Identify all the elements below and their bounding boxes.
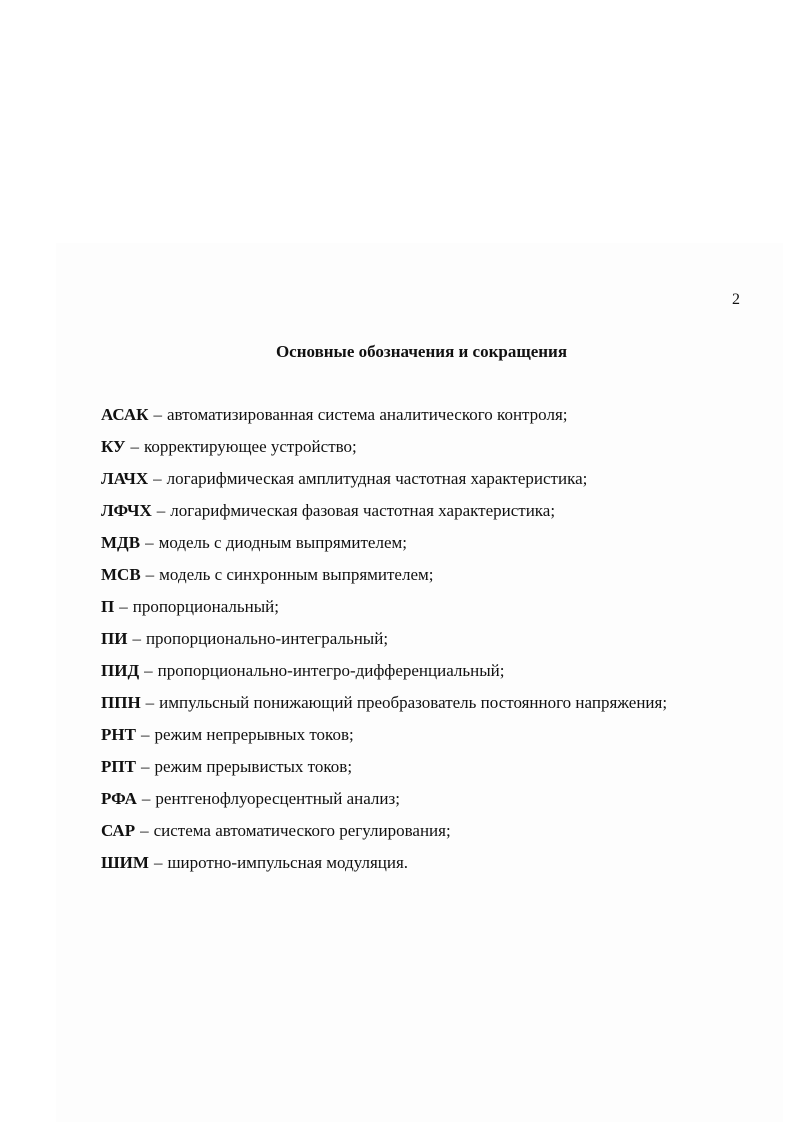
section-title: Основные обозначения и сокращения (275, 342, 568, 361)
abbreviation-item (101, 660, 761, 692)
abbreviation-item (101, 788, 761, 820)
abbreviation-term: АСАК (101, 405, 149, 424)
abbreviation-definition: модель с диодным выпрямителем; (158, 533, 407, 552)
abbreviation-item (101, 756, 761, 788)
abbreviation-definition: пропорционально-интегральный; (145, 629, 389, 648)
abbreviation-item (101, 820, 761, 852)
abbreviation-term: ПИ (101, 629, 128, 648)
abbreviation-definition: логарифмическая амплитудная частотная характеристика; (166, 469, 588, 488)
abbreviation-term: РПТ (101, 757, 136, 776)
abbreviation-item (101, 596, 761, 628)
abbreviation-term: ЛФЧХ (101, 501, 152, 520)
abbreviation-item (101, 564, 761, 596)
abbreviation-definition: пропорционально-интегро-дифференциальный; (157, 661, 505, 680)
abbreviation-separator: – (153, 405, 162, 424)
abbreviation-term: ППН (101, 693, 141, 712)
abbreviation-item (101, 692, 761, 724)
abbreviation-item (101, 468, 761, 500)
abbreviation-item (101, 852, 761, 884)
abbreviation-separator: – (153, 469, 162, 488)
abbreviation-definition: корректирующее устройство; (143, 437, 357, 456)
abbreviation-separator: – (145, 565, 155, 584)
abbreviation-definition: автоматизированная система аналитического контроля; (166, 405, 568, 424)
abbreviation-separator: – (145, 533, 154, 552)
abbreviation-separator: – (132, 629, 141, 648)
abbreviation-item (101, 724, 761, 756)
abbreviation-definition: широтно-импульсная модуляция. (167, 853, 409, 872)
abbreviation-separator: – (130, 437, 139, 456)
abbreviation-separator: – (141, 789, 151, 808)
abbreviation-definition: режим непрерывных токов; (154, 725, 354, 744)
abbreviation-separator: – (156, 501, 166, 520)
abbreviation-term: МДВ (101, 533, 141, 552)
abbreviation-separator: – (153, 853, 163, 872)
abbreviation-separator: – (145, 693, 155, 712)
abbreviation-item (101, 628, 761, 660)
abbreviation-term: ПИД (101, 661, 140, 680)
abbreviation-term: РФА (101, 789, 137, 808)
abbreviation-term: П (101, 597, 115, 616)
abbreviation-definition: система автоматического регулирования; (153, 821, 451, 840)
abbreviation-definition: логарифмическая фазовая частотная характеристика; (170, 501, 556, 520)
abbreviation-definition: импульсный понижающий преобразователь постоянного напряжения; (159, 693, 668, 712)
abbreviation-definition: режим прерывистых токов; (154, 757, 353, 776)
abbreviation-separator: – (140, 725, 150, 744)
abbreviation-term: РНТ (101, 725, 136, 744)
abbreviation-item (101, 500, 761, 532)
abbreviation-separator: – (144, 661, 153, 680)
abbreviation-separator: – (140, 757, 150, 776)
abbreviation-term: КУ (101, 437, 126, 456)
abbreviation-term: МСВ (101, 565, 141, 584)
abbreviation-term: ЛАЧХ (101, 469, 149, 488)
abbreviation-definition: пропорциональный; (132, 597, 279, 616)
abbreviation-item (101, 436, 761, 468)
abbreviation-item (101, 532, 761, 564)
abbreviation-list (101, 404, 761, 884)
abbreviation-definition: рентгенофлуоресцентный анализ; (155, 789, 400, 808)
abbreviation-term: ШИМ (101, 853, 149, 872)
abbreviation-separator: – (119, 597, 128, 616)
abbreviation-definition: модель с синхронным выпрямителем; (159, 565, 434, 584)
abbreviation-term: САР (101, 821, 136, 840)
page-number: 2 (732, 291, 740, 308)
abbreviation-separator: – (140, 821, 149, 840)
abbreviation-item (101, 404, 761, 436)
